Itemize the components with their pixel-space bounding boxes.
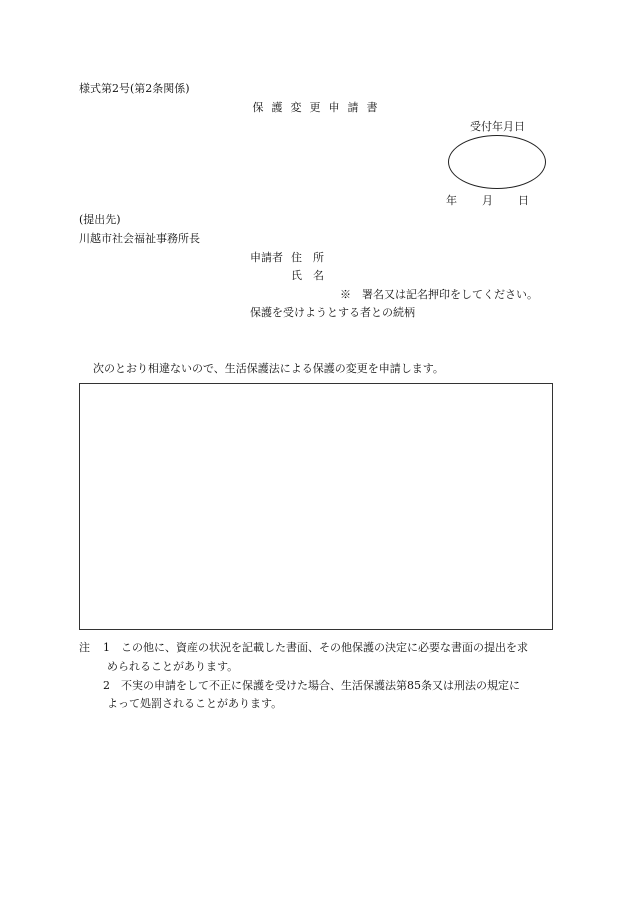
change-details-box[interactable]	[79, 383, 553, 630]
receipt-day-label: 日	[518, 194, 529, 207]
note-text: められることがあります。	[107, 660, 239, 673]
title-char: 保	[252, 101, 264, 114]
document-title	[0, 101, 630, 115]
title-char: 請	[347, 101, 359, 114]
note-text: この他に、資産の状況を記載した書面、その他保護の決定に必要な書面の提出を求	[121, 641, 528, 654]
submission-label: (提出先)	[79, 213, 121, 226]
title-char: 申	[328, 101, 340, 114]
title-char: 書	[366, 101, 378, 114]
receipt-year-label: 年	[446, 194, 457, 207]
title-char: 変	[290, 101, 302, 114]
application-statement: 次のとおり相違ないので、生活保護法による保護の変更を申請します。	[93, 362, 444, 375]
note-number: 1	[103, 641, 110, 654]
receipt-stamp-area[interactable]	[448, 135, 546, 189]
note-text: よって処罰されることがあります。	[107, 697, 283, 710]
title-char: 護	[271, 101, 283, 114]
notes-prefix: 注	[79, 641, 90, 654]
form-number: 様式第2号(第2条関係)	[79, 82, 190, 95]
submission-recipient: 川越市社会福祉事務所長	[79, 232, 200, 245]
name-field-label: 氏 名	[291, 269, 324, 282]
title-char: 更	[309, 101, 321, 114]
signature-note: ※ 署名又は記名押印をしてください。	[340, 288, 538, 301]
applicant-label: 申請者	[250, 251, 283, 264]
relationship-field-label: 保護を受けようとする者との続柄	[250, 306, 415, 319]
receipt-month-label: 月	[482, 194, 493, 207]
note-text: 不実の申請をして不正に保護を受けた場合、生活保護法第85条又は刑法の規定に	[121, 679, 520, 692]
note-number: 2	[103, 679, 110, 692]
receipt-date-label: 受付年月日	[470, 120, 525, 133]
address-field-label: 住 所	[291, 251, 324, 264]
